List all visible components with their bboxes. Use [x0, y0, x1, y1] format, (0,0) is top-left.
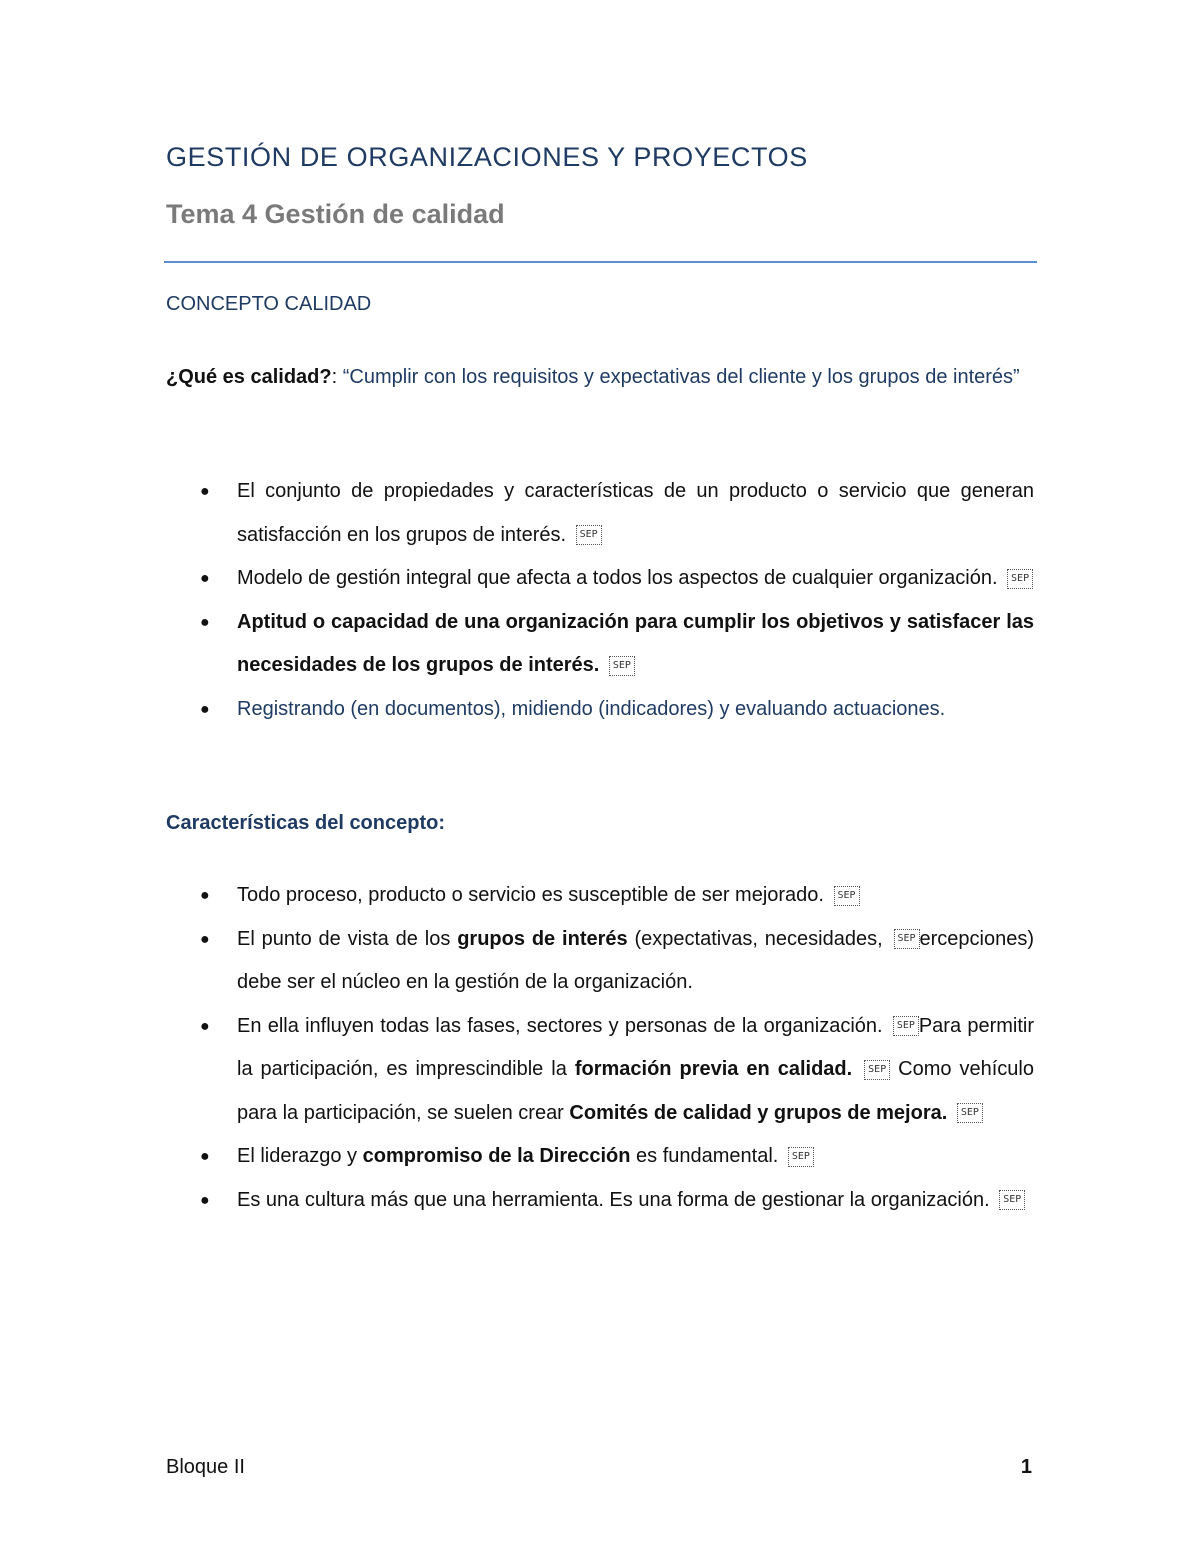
sep-icon: SEP	[893, 1016, 919, 1036]
list-item-text: Como vehículo para la participación, se suelen crear	[237, 1058, 1034, 1124]
footer-label: Bloque II	[166, 1456, 245, 1478]
bullet-icon: ●	[200, 613, 210, 631]
list-item-text: El conjunto de propiedades y características de un producto o servicio que generan satisfacción en los grupos de interés.	[237, 480, 1034, 546]
bullet-icon: ●	[200, 930, 210, 948]
list-item-text: Para permitir la participación, es imprescindible la	[237, 1014, 1034, 1080]
sep-icon: SEP	[834, 886, 860, 906]
bullet-icon: ●	[200, 483, 210, 500]
sep-icon: SEP	[957, 1103, 983, 1123]
list-item-text: El liderazgo y	[237, 1145, 363, 1167]
list-item	[166, 874, 1034, 918]
list-item	[166, 688, 1034, 732]
characteristics-list	[166, 874, 1034, 1222]
list-item-text: En ella influyen todas las fases, sectores y personas de la organización.	[237, 1014, 889, 1037]
list-item-text: Todo proceso, producto o servicio es susceptible de ser mejorado.	[237, 884, 824, 906]
page-number: 1	[1020, 1456, 1032, 1478]
list-item-text: Modelo de gestión integral que afecta a todos los aspectos de cualquier organización.	[237, 567, 998, 589]
list-item-bold-text: formación previa en calidad.	[574, 1058, 853, 1080]
list-item	[166, 918, 1034, 1005]
list-item-bold-text: compromiso de la Dirección	[362, 1145, 631, 1167]
document-title: GESTIÓN DE ORGANIZACIONES Y PROYECTOS	[166, 142, 808, 172]
definition-question: ¿Qué es calidad?	[166, 366, 332, 388]
sep-icon: SEP	[864, 1060, 890, 1080]
characteristics-heading: Características del concepto:	[166, 812, 445, 834]
sep-icon: SEP	[576, 525, 602, 545]
list-item-text: ercepciones) debe ser el núcleo en la gestión de la organización.	[237, 927, 1035, 993]
list-item	[166, 470, 1034, 557]
section-heading: CONCEPTO CALIDAD	[166, 293, 372, 315]
definition-answer: “Cumplir con los requisitos y expectativas del cliente y los grupos de interés”	[342, 366, 1020, 388]
list-item-text: El punto de vista de los	[237, 927, 458, 950]
list-item-text: (expectativas, necesidades,	[627, 927, 890, 950]
quality-definition	[166, 356, 1034, 399]
bullet-icon: ●	[200, 1148, 210, 1165]
sep-icon: SEP	[999, 1190, 1025, 1210]
list-item-text: Registrando (en documentos), midiendo (indicadores) y evaluando actuaciones.	[237, 697, 946, 720]
bullet-icon: ●	[200, 1017, 210, 1035]
list-item	[166, 601, 1034, 688]
title-divider	[164, 261, 1037, 263]
bullet-icon: ●	[200, 570, 210, 587]
list-item	[166, 1135, 1034, 1179]
bullet-icon: ●	[200, 700, 210, 718]
list-item-text: Es una cultura más que una herramienta. Es una forma de gestionar la organización.	[237, 1188, 990, 1211]
list-item	[166, 1179, 1034, 1223]
sep-icon: SEP	[788, 1147, 814, 1167]
bullet-icon: ●	[200, 1191, 210, 1209]
sep-icon: SEP	[1007, 569, 1033, 589]
sep-icon: SEP	[894, 929, 920, 949]
document-subtitle: Tema 4 Gestión de calidad	[166, 199, 505, 229]
list-item-bold-text: Comités de calidad y grupos de mejora	[569, 1101, 942, 1124]
list-item-bold-text: .	[941, 1101, 948, 1124]
sep-icon: SEP	[609, 656, 635, 676]
bullet-icon: ●	[200, 887, 210, 904]
list-item	[166, 557, 1034, 601]
list-item-text: es fundamental.	[630, 1145, 779, 1167]
list-item	[166, 1005, 1034, 1136]
list-item-text: Aptitud o capacidad de una organización para cumplir los objetivos y satisfacer las necesidades de los grupos de interés.	[237, 610, 1034, 676]
definition-colon: :	[331, 366, 343, 388]
concept-list	[166, 470, 1034, 731]
list-item-bold-text: grupos de interés	[457, 927, 628, 950]
